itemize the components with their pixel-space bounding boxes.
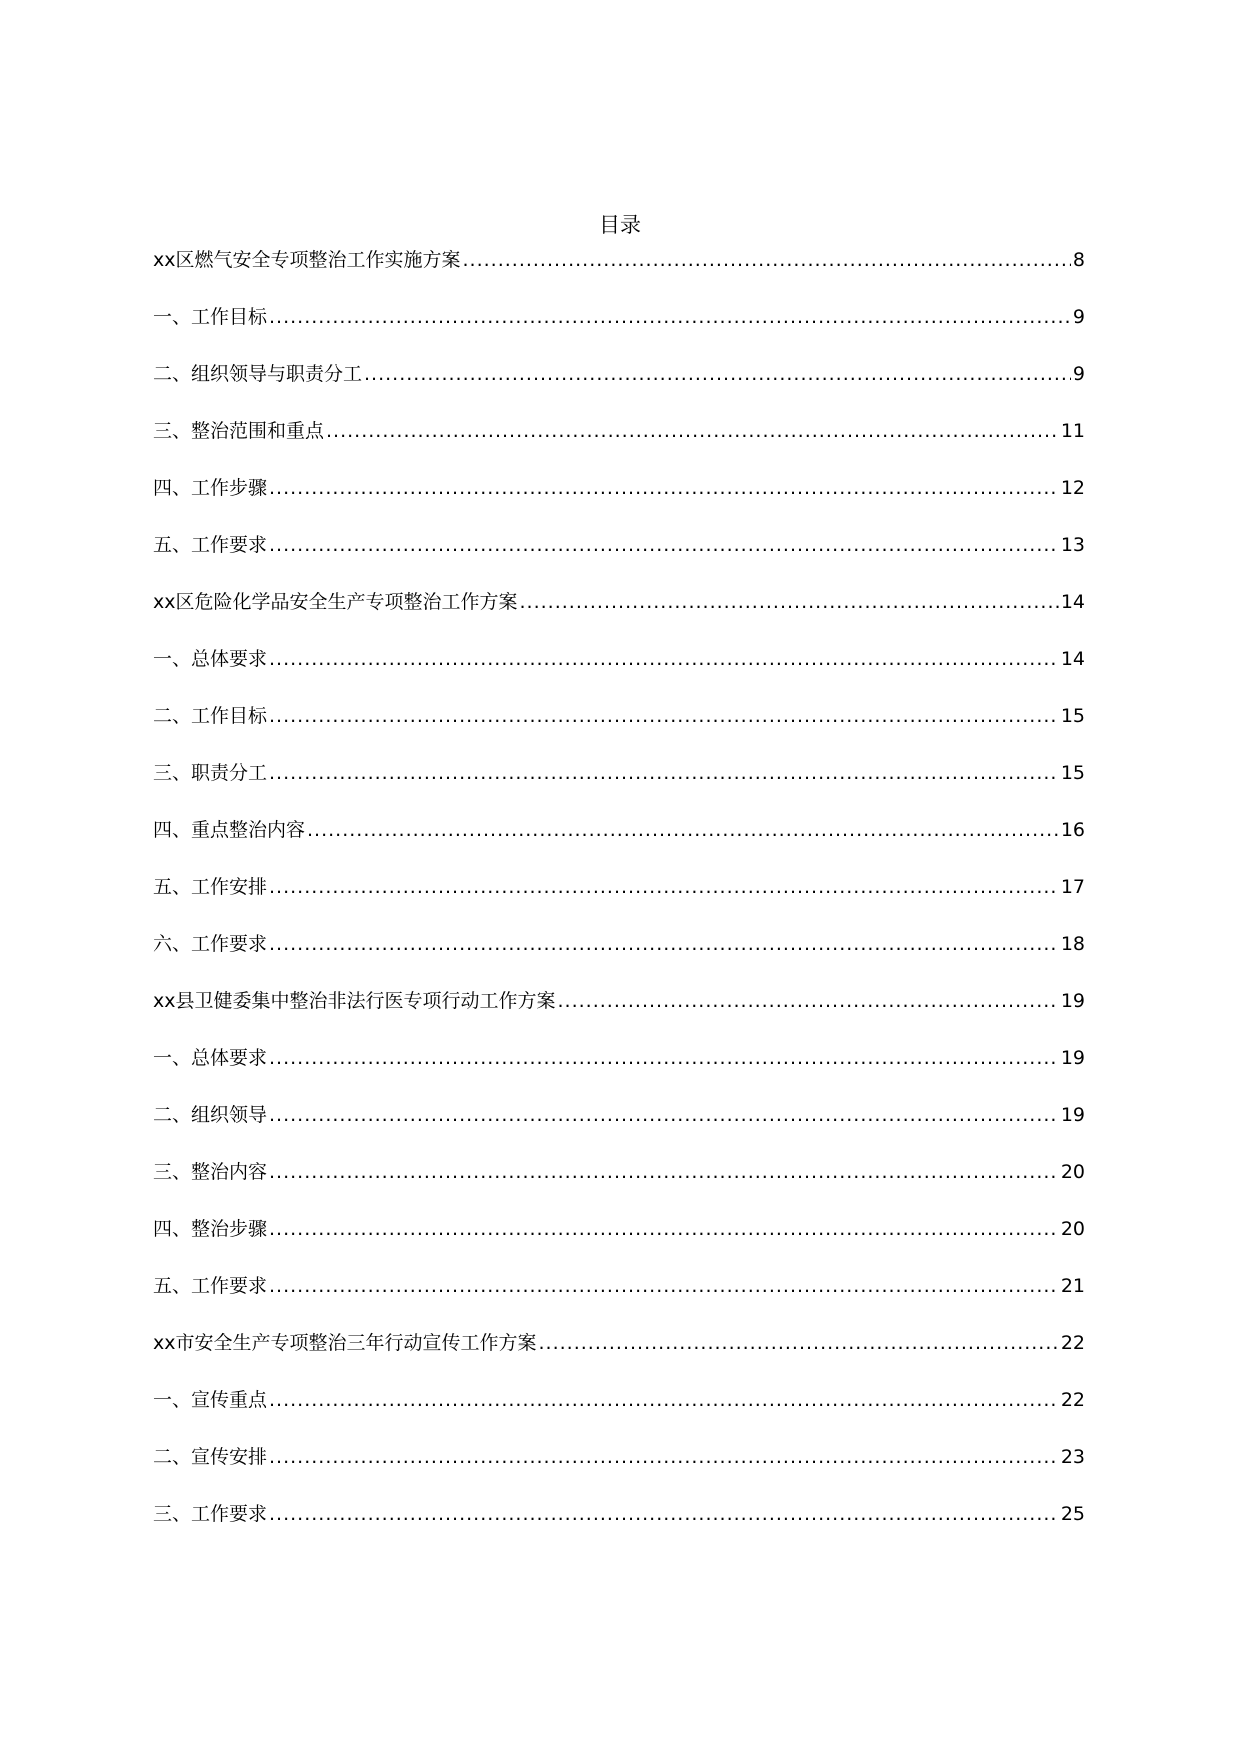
toc-entry-label: 二、工作目标	[153, 705, 268, 727]
toc-entry-label: 二、组织领导	[153, 1104, 268, 1126]
toc-leader	[269, 1385, 1059, 1415]
page-title: 目录	[599, 213, 641, 237]
toc-entry-page: 19	[1060, 1047, 1085, 1069]
toc-entry-page: 18	[1060, 933, 1085, 955]
toc-entry[interactable]	[153, 245, 1085, 275]
toc-leader	[269, 1100, 1059, 1130]
toc-leader	[269, 1214, 1059, 1244]
toc-entry[interactable]	[153, 872, 1085, 902]
toc-entry-label: 三、整治范围和重点	[153, 420, 325, 442]
toc-entry-label: xx县卫健委集中整治非法行医专项行动工作方案	[153, 990, 556, 1012]
toc-entry-label: xx区危险化学品安全生产专项整治工作方案	[153, 591, 518, 613]
toc-leader	[269, 644, 1059, 674]
toc-entry[interactable]	[153, 416, 1085, 446]
toc-entry-page: 14	[1060, 648, 1085, 670]
toc-entry-page: 16	[1060, 819, 1085, 841]
toc-entry[interactable]	[153, 929, 1085, 959]
toc-entry-label: 一、宣传重点	[153, 1389, 268, 1411]
toc-entry-label: xx市安全生产专项整治三年行动宣传工作方案	[153, 1332, 537, 1354]
toc-entry[interactable]	[153, 587, 1085, 617]
toc-leader	[269, 302, 1071, 332]
toc-entry-page: 17	[1060, 876, 1085, 898]
toc-entry[interactable]	[153, 1214, 1085, 1244]
toc-entry-label: 五、工作安排	[153, 876, 268, 898]
toc-entry-label: 四、工作步骤	[153, 477, 268, 499]
toc-entry[interactable]	[153, 1385, 1085, 1415]
toc-entry-label: 二、组织领导与职责分工	[153, 363, 363, 385]
toc-entry-page: 19	[1060, 1104, 1085, 1126]
toc-leader	[269, 1499, 1059, 1529]
toc-entry-page: 14	[1060, 591, 1085, 613]
toc-entry[interactable]	[153, 302, 1085, 332]
toc-leader	[269, 1442, 1059, 1472]
toc-entry[interactable]	[153, 473, 1085, 503]
toc-entry-label: 一、总体要求	[153, 648, 268, 670]
toc-leader	[269, 758, 1059, 788]
toc-entry-page: 9	[1072, 363, 1085, 385]
toc-entry-label: xx区燃气安全专项整治工作实施方案	[153, 249, 461, 271]
toc-entry-label: 三、整治内容	[153, 1161, 268, 1183]
toc-entry[interactable]	[153, 1271, 1085, 1301]
toc-entry-page: 19	[1060, 990, 1085, 1012]
toc-entry-page: 20	[1060, 1218, 1085, 1240]
toc-entry-page: 15	[1060, 705, 1085, 727]
toc-entry-label: 五、工作要求	[153, 534, 268, 556]
toc-leader	[269, 872, 1059, 902]
toc-entry-page: 22	[1060, 1332, 1085, 1354]
toc-entry[interactable]	[153, 644, 1085, 674]
toc-entry-label: 三、工作要求	[153, 1503, 268, 1525]
toc-entry-label: 三、职责分工	[153, 762, 268, 784]
toc-entry[interactable]	[153, 1499, 1085, 1529]
toc-entry-page: 13	[1060, 534, 1085, 556]
toc-leader	[539, 1328, 1059, 1358]
toc-leader	[326, 416, 1059, 446]
toc-leader	[269, 473, 1059, 503]
toc-leader	[269, 530, 1059, 560]
toc-entry-page: 20	[1060, 1161, 1085, 1183]
toc-entry[interactable]	[153, 758, 1085, 788]
toc-entry-label: 一、工作目标	[153, 306, 268, 328]
toc-entry[interactable]	[153, 701, 1085, 731]
toc-entry-label: 四、重点整治内容	[153, 819, 306, 841]
toc-leader	[269, 1043, 1059, 1073]
toc-leader	[463, 245, 1071, 275]
toc-leader	[520, 587, 1059, 617]
toc-entry[interactable]	[153, 1100, 1085, 1130]
toc-entry[interactable]	[153, 1442, 1085, 1472]
toc-entry-page: 21	[1060, 1275, 1085, 1297]
toc-entry[interactable]	[153, 986, 1085, 1016]
toc-entry-page: 8	[1072, 249, 1085, 271]
toc-entry-label: 一、总体要求	[153, 1047, 268, 1069]
toc-leader	[269, 1271, 1059, 1301]
toc-leader	[307, 815, 1059, 845]
toc-leader	[558, 986, 1059, 1016]
toc-entry[interactable]	[153, 1157, 1085, 1187]
toc-entry-page: 15	[1060, 762, 1085, 784]
toc-leader	[269, 929, 1059, 959]
toc-entry[interactable]	[153, 1043, 1085, 1073]
toc-entry-label: 五、工作要求	[153, 1275, 268, 1297]
toc-entry[interactable]	[153, 359, 1085, 389]
toc-entry-page: 25	[1060, 1503, 1085, 1525]
toc-entry[interactable]	[153, 530, 1085, 560]
toc-entry[interactable]	[153, 1328, 1085, 1358]
toc-entry-label: 二、宣传安排	[153, 1446, 268, 1468]
toc-entry-page: 11	[1060, 420, 1085, 442]
toc-entry-page: 9	[1072, 306, 1085, 328]
toc-leader	[364, 359, 1071, 389]
toc-leader	[269, 701, 1059, 731]
toc-entry-label: 四、整治步骤	[153, 1218, 268, 1240]
toc-leader	[269, 1157, 1059, 1187]
toc-entry-page: 12	[1060, 477, 1085, 499]
toc-entry-page: 23	[1060, 1446, 1085, 1468]
toc-entry-page: 22	[1060, 1389, 1085, 1411]
toc-entry[interactable]	[153, 815, 1085, 845]
toc-entry-label: 六、工作要求	[153, 933, 268, 955]
